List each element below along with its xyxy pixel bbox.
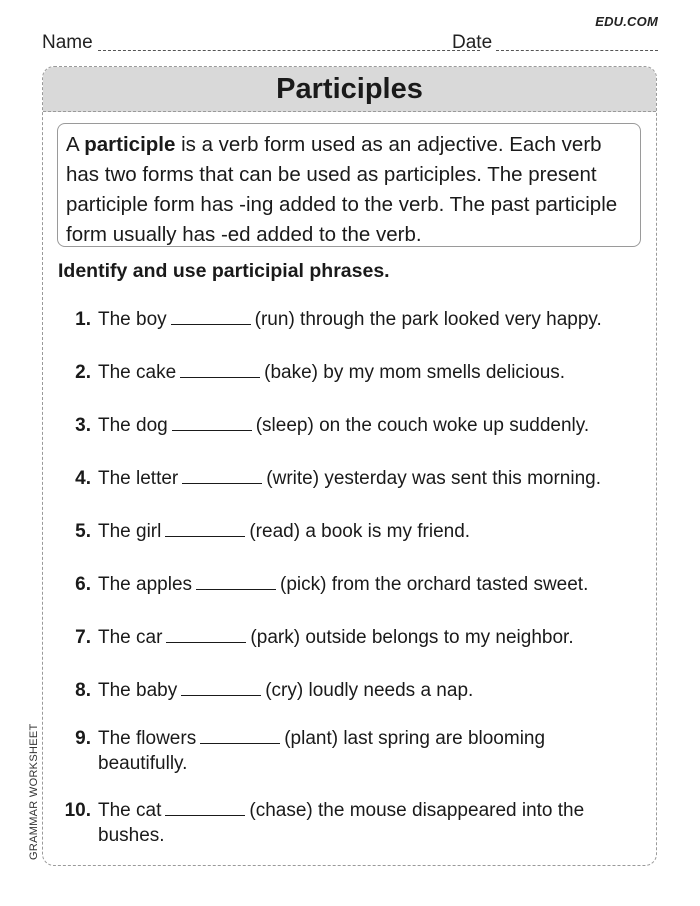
answer-blank[interactable] bbox=[200, 726, 280, 744]
question-number: 1. bbox=[75, 309, 91, 330]
question-rest: (plant) last spring are blooming beautifully. bbox=[98, 728, 546, 774]
question-subject: The flowers bbox=[98, 728, 197, 749]
question-rest: (park) outside belongs to my neighbor. bbox=[250, 627, 574, 648]
question-number: 8. bbox=[75, 680, 91, 701]
question-subject: The cake bbox=[98, 362, 177, 383]
worksheet-card bbox=[42, 66, 657, 866]
question-number: 2. bbox=[75, 362, 91, 383]
answer-blank[interactable] bbox=[165, 798, 245, 816]
question-number: 4. bbox=[75, 468, 91, 489]
question-number: 9. bbox=[75, 728, 91, 749]
question-subject: The letter bbox=[98, 468, 179, 489]
title-bar bbox=[43, 67, 656, 112]
side-label: GRAMMAR WORKSHEET bbox=[28, 723, 40, 860]
brand-logo: EDU.COM bbox=[595, 14, 658, 29]
name-label: Name bbox=[42, 32, 93, 53]
name-date-row bbox=[42, 30, 658, 54]
question-number: 7. bbox=[75, 627, 91, 648]
answer-blank[interactable] bbox=[165, 519, 245, 537]
answer-blank[interactable] bbox=[196, 572, 276, 590]
question-subject: The dog bbox=[98, 415, 168, 436]
answer-blank[interactable] bbox=[180, 360, 260, 378]
question-subject: The car bbox=[98, 627, 163, 648]
answer-blank[interactable] bbox=[172, 413, 252, 431]
name-field[interactable] bbox=[98, 50, 480, 51]
question-rest: (bake) by my mom smells delicious. bbox=[264, 362, 566, 383]
definition-text: is a verb form used as an adjective. Each verb has two forms that can be used as participles. The present participle form has -ing added to the verb. The past participle form usually has -ed added to the verb. bbox=[66, 133, 618, 246]
question-rest: (pick) from the orchard tasted sweet. bbox=[280, 574, 589, 595]
question-subject: The baby bbox=[98, 680, 178, 701]
question-number: 3. bbox=[75, 415, 91, 436]
instruction: Identify and use participial phrases. bbox=[58, 260, 390, 282]
question-subject: The girl bbox=[98, 521, 162, 542]
definition-term: participle bbox=[84, 133, 176, 156]
question-rest: (chase) the mouse disappeared into the bushes. bbox=[98, 800, 585, 846]
question-rest: (run) through the park looked very happy. bbox=[254, 309, 602, 330]
question-rest: (cry) loudly needs a nap. bbox=[265, 680, 474, 701]
answer-blank[interactable] bbox=[171, 307, 251, 325]
question-rest: (read) a book is my friend. bbox=[249, 521, 471, 542]
date-field[interactable] bbox=[496, 50, 658, 51]
question-subject: The boy bbox=[98, 309, 167, 330]
question-subject: The cat bbox=[98, 800, 162, 821]
page-title: Participles bbox=[276, 72, 423, 105]
question-rest: (sleep) on the couch woke up suddenly. bbox=[255, 415, 590, 436]
definition-box bbox=[57, 123, 641, 247]
question-subject: The apples bbox=[98, 574, 193, 595]
answer-blank[interactable] bbox=[181, 678, 261, 696]
question-number: 5. bbox=[75, 521, 91, 542]
question-number: 10. bbox=[64, 800, 91, 821]
definition-prefix: A bbox=[66, 133, 85, 156]
answer-blank[interactable] bbox=[182, 466, 262, 484]
date-label: Date bbox=[452, 32, 493, 53]
answer-blank[interactable] bbox=[166, 625, 246, 643]
question-rest: (write) yesterday was sent this morning. bbox=[266, 468, 601, 489]
question-number: 6. bbox=[75, 574, 91, 595]
